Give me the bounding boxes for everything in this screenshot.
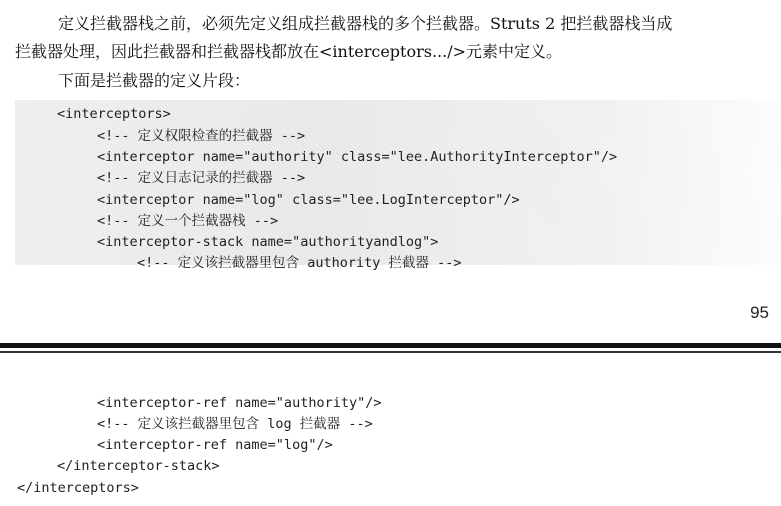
code-line: </interceptor-stack> <box>57 458 220 474</box>
code-line: <interceptor-ref name="authority"/> <box>97 395 382 411</box>
code-line: <!-- 定义一个拦截器栈 --> <box>97 213 279 229</box>
code-block-top <box>15 100 781 271</box>
page-break-thick-rule <box>0 343 781 348</box>
code-line: <interceptor-stack name="authorityandlog"> <box>97 234 439 250</box>
code-line: </interceptors> <box>17 480 139 496</box>
code-line: <interceptor name="authority" class="lee.AuthorityInterceptor"/> <box>97 149 618 165</box>
code-line: <!-- 定义该拦截器里包含 authority 拦截器 --> <box>137 255 462 271</box>
code-line: <!-- 定义该拦截器里包含 log 拦截器 --> <box>97 416 373 432</box>
page-number: 95 <box>750 303 769 322</box>
code-line: <interceptor-ref name="log"/> <box>97 437 333 453</box>
paragraph-snippet-intro: 下面是拦截器的定义片段： <box>58 71 251 90</box>
code-line: <!-- 定义权限检查的拦截器 --> <box>97 128 306 144</box>
code-line: <!-- 定义日志记录的拦截器 --> <box>97 170 306 186</box>
code-line: <interceptor name="log" class="lee.LogInterceptor"/> <box>97 192 520 208</box>
paragraph-intro-line-1: 定义拦截器栈之前，必须先定义组成拦截器栈的多个拦截器。Struts 2 把拦截器栈当成 <box>58 14 673 33</box>
code-line: <interceptors> <box>57 106 171 122</box>
paragraph-intro-line-2: 拦截器处理，因此拦截器和拦截器栈都放在<interceptors.../>元素中定义。 <box>15 42 563 61</box>
page-break-thin-rule <box>0 351 781 353</box>
